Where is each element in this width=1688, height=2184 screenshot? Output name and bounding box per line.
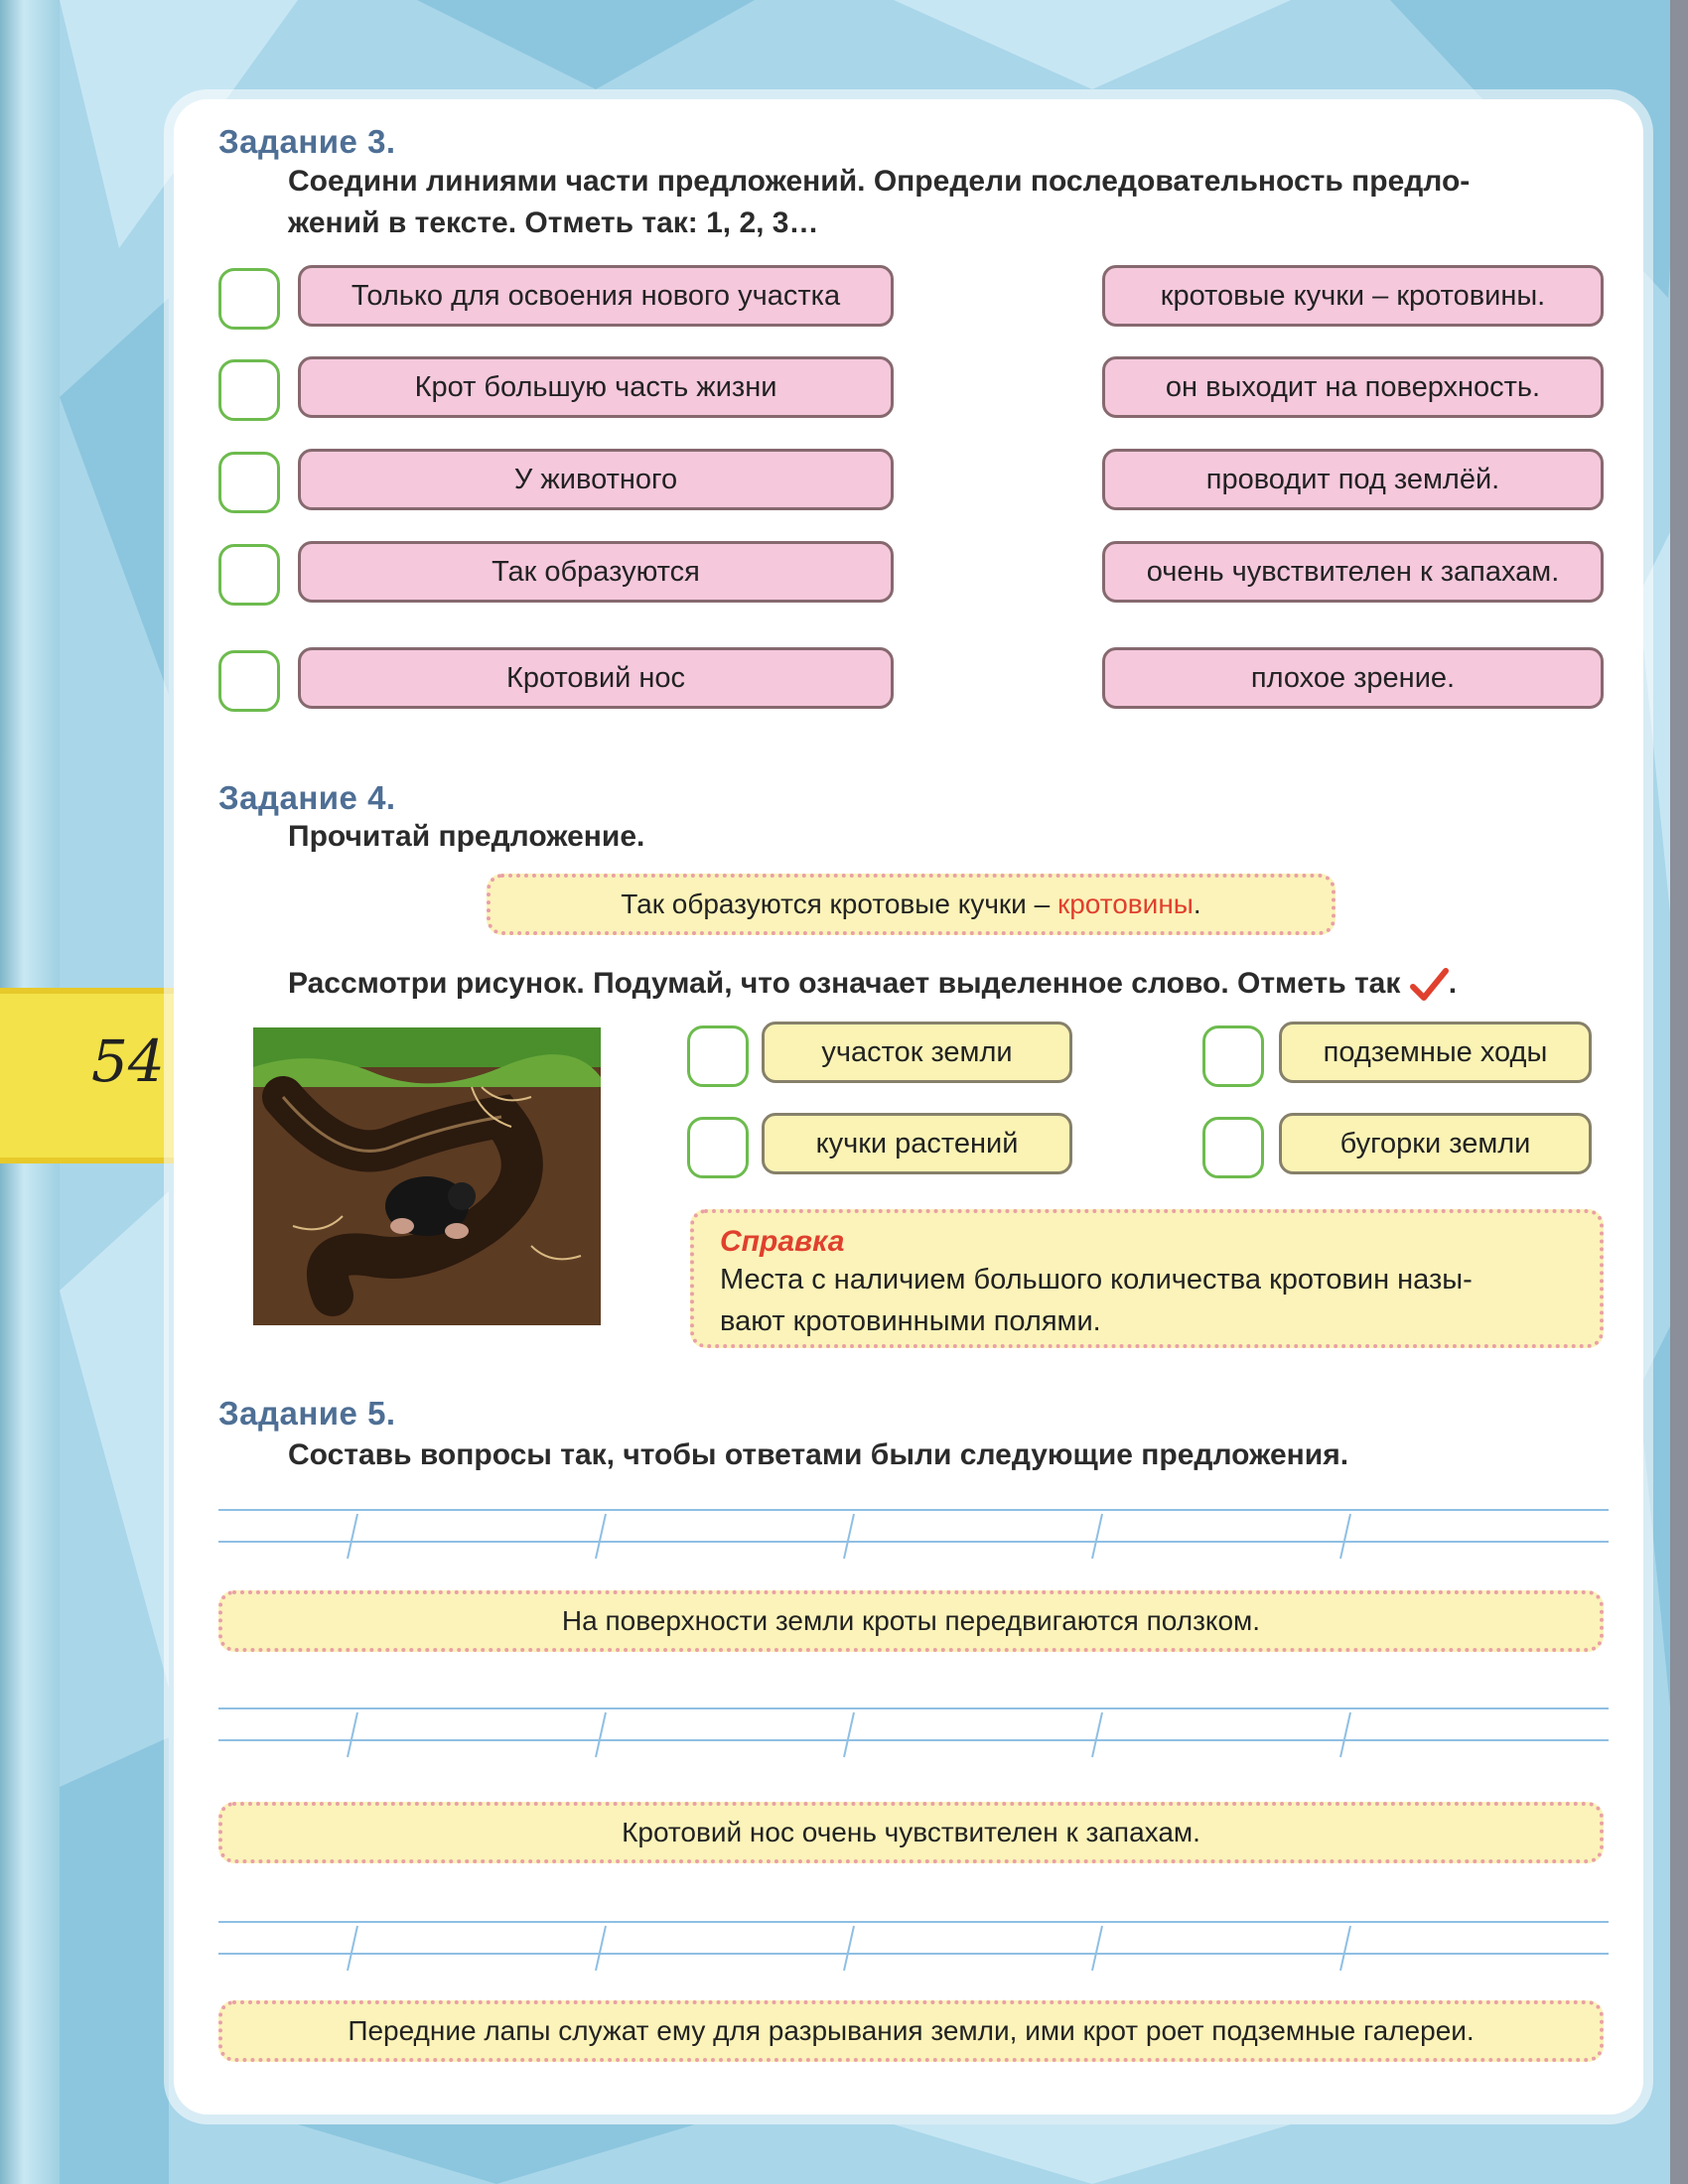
option-land-plot[interactable]: участок земли: [762, 1022, 1072, 1083]
right-part-4[interactable]: очень чувствителен к запахам.: [1102, 541, 1604, 603]
right-part-1[interactable]: кротовые кучки – кротовины.: [1102, 265, 1604, 327]
left-part-3[interactable]: У животного: [298, 449, 894, 510]
slant-guides: [218, 1494, 1609, 1971]
reference-line1: Места с наличием большого количества кротовин назы-: [720, 1264, 1473, 1296]
mole-burrow-picture: [253, 1027, 601, 1325]
page-number: 54: [91, 1027, 165, 1095]
right-part-5[interactable]: плохое зрение.: [1102, 647, 1604, 709]
option-plant-heaps[interactable]: кучки растений: [762, 1113, 1072, 1174]
order-checkbox-4[interactable]: [218, 544, 280, 606]
right-part-2[interactable]: он выходит на поверхность.: [1102, 356, 1604, 418]
left-part-1[interactable]: Только для освоения нового участка: [298, 265, 894, 327]
option-underground-passages[interactable]: подземные ходы: [1279, 1022, 1592, 1083]
picture-instruction-text: Рассмотри рисунок. Подумай, что означает выделенное слово. Отметь так: [288, 967, 1401, 1000]
answer-sentence-3: Передние лапы служат ему для разрывания земли, ими крот роет подземные галереи.: [218, 2000, 1604, 2062]
answer-sentence-2: Кротовий нос очень чувствителен к запахам.: [218, 1802, 1604, 1863]
task4-title: Задание 4.: [218, 779, 396, 816]
reference-line2: вают кротовинными полями.: [720, 1305, 1101, 1337]
answer-sentence-1: На поверхности земли кроты передвигаются ползком.: [218, 1590, 1604, 1652]
task3-instruction: [288, 161, 1618, 244]
task3-title: Задание 3.: [218, 123, 396, 160]
option-checkbox-2[interactable]: [1202, 1025, 1264, 1087]
option-checkbox-4[interactable]: [1202, 1117, 1264, 1178]
order-checkbox-1[interactable]: [218, 268, 280, 330]
worksheet: [174, 99, 1643, 2115]
sentence-text: Так образуются кротовые кучки –: [621, 888, 1051, 919]
task5-instruction: Составь вопросы так, чтобы ответами были следующие предложения.: [288, 1438, 1349, 1471]
order-checkbox-5[interactable]: [218, 650, 280, 712]
option-checkbox-3[interactable]: [687, 1117, 749, 1178]
left-part-4[interactable]: Так образуются: [298, 541, 894, 603]
order-checkbox-2[interactable]: [218, 359, 280, 421]
picture-instruction-end: .: [1448, 967, 1458, 1000]
highlighted-word: кротовины: [1056, 888, 1194, 919]
right-part-3[interactable]: проводит под землёй.: [1102, 449, 1604, 510]
task5-title: Задание 5.: [218, 1395, 396, 1432]
task3-instruction-line2: жений в тексте. Отметь так: 1, 2, 3…: [288, 206, 819, 239]
task3-instruction-line1: Соедини линиями части предложений. Определи последовательность предло-: [288, 165, 1471, 198]
order-checkbox-3[interactable]: [218, 452, 280, 513]
left-part-5[interactable]: Кротовий нос: [298, 647, 894, 709]
option-earth-mounds[interactable]: бугорки земли: [1279, 1113, 1592, 1174]
reference-box: [690, 1209, 1604, 1348]
left-part-2[interactable]: Крот большую часть жизни: [298, 356, 894, 418]
checkmark-icon: [1409, 967, 1449, 1003]
reference-title: Справка: [720, 1225, 845, 1258]
page-edge: [1670, 0, 1688, 2184]
sentence-end: .: [1193, 888, 1201, 919]
task4-sentence: [487, 874, 1336, 935]
picture-instruction: [288, 963, 1618, 1005]
option-checkbox-1[interactable]: [687, 1025, 749, 1087]
task4-instruction: Прочитай предложение.: [288, 820, 645, 853]
